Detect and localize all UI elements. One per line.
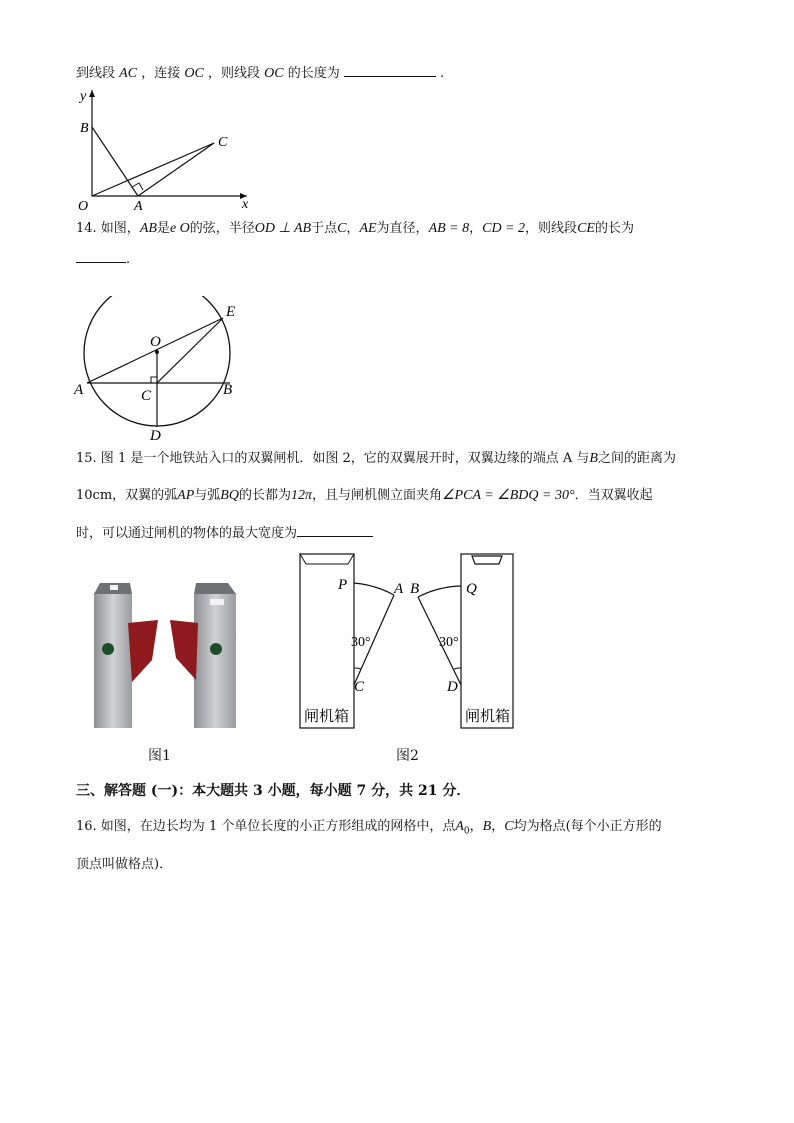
- label-e: E: [226, 304, 236, 320]
- q14-ce: CE: [577, 221, 595, 236]
- label-angle-right: 30°: [439, 635, 459, 650]
- label-y: y: [80, 89, 87, 104]
- q14-ab-eq: AB = 8: [428, 221, 470, 236]
- label-c: C: [141, 388, 152, 404]
- angle-arc-left: [354, 668, 361, 669]
- arc-qb: [418, 586, 461, 597]
- left-cabinet: [94, 594, 132, 728]
- q16-line1: [76, 818, 662, 841]
- y-axis-arrow: [89, 90, 95, 97]
- q14-t1: 是: [156, 221, 170, 236]
- q15-l2-len: 12π: [290, 488, 312, 503]
- fig15-gate-diagram: [296, 551, 520, 731]
- q14-c: C: [337, 221, 347, 236]
- label-q: Q: [466, 581, 477, 597]
- right-cabinet: [194, 594, 236, 728]
- q15-l1-b: B: [589, 451, 598, 466]
- right-arrow-icon: [210, 643, 222, 655]
- q15-l1-c: 之间的距离为: [597, 451, 676, 466]
- left-cabinet-indicator: [110, 585, 118, 590]
- label-o: O: [78, 199, 89, 214]
- q14-t4: ，: [346, 221, 360, 236]
- label-a: A: [394, 581, 404, 597]
- q15-l2-c: 的长都为: [238, 488, 291, 503]
- q16-a0: A: [455, 819, 464, 834]
- right-cabinet-top: [194, 583, 236, 594]
- q14-circle: e O: [169, 221, 190, 236]
- right-wing-flap: [170, 620, 198, 680]
- q13-line: [76, 64, 444, 83]
- q15-line3: [76, 524, 373, 543]
- q14-t7: ，则线段: [525, 221, 578, 236]
- label-a: A: [134, 199, 143, 214]
- label-b: B: [80, 121, 89, 136]
- q14-line2: [76, 250, 130, 269]
- caption-fig1: 图1: [148, 748, 171, 764]
- left-arrow-icon: [102, 643, 114, 655]
- label-d: D: [150, 428, 161, 444]
- q13-end: .: [439, 66, 445, 81]
- caption-fig2: 图2: [396, 748, 419, 764]
- diameter-ae: [87, 318, 223, 383]
- turnstile-photo: [82, 578, 257, 733]
- q16-l1-c: ，: [491, 819, 505, 834]
- q13-seg-oc: OC: [184, 66, 204, 81]
- q15-l2-d: ，且与闸机侧立面夹角: [311, 488, 442, 503]
- q14-t3: 于点: [311, 221, 338, 236]
- q15-l3: 时，可以通过闸机的物体的最大宽度为: [76, 526, 298, 541]
- arc-pa: [354, 583, 394, 595]
- label-x: x: [242, 197, 249, 212]
- label-a: A: [74, 382, 84, 398]
- right-box-top-trim: [472, 556, 502, 564]
- q13-answer-blank: [344, 64, 436, 77]
- q14-od-ab: OD ⊥ AB: [254, 221, 312, 236]
- q14-line1: [76, 220, 634, 238]
- label-b: B: [410, 581, 420, 597]
- q15-line1: [76, 450, 676, 468]
- q15-l1-a: 15. 图 1 是一个地铁站入口的双翼闸机．如图 2，它的双翼展开时，双翼边缘的端点 A 与: [76, 451, 590, 466]
- left-wing-flap: [128, 620, 158, 682]
- q15-l2-b: 与弧: [194, 488, 221, 503]
- label-box-left: 闸机箱: [304, 709, 350, 725]
- q13-prefix: 到线段: [76, 66, 116, 81]
- segment-ac: [138, 143, 214, 196]
- q14-answer-blank: [76, 250, 126, 263]
- q14-end: .: [126, 252, 131, 267]
- label-b: B: [223, 382, 233, 398]
- label-c: C: [218, 135, 228, 150]
- label-o: O: [150, 334, 161, 350]
- label-p: P: [338, 577, 348, 593]
- q13-suffix: 的长度为: [287, 66, 340, 81]
- segment-ce: [157, 318, 223, 383]
- label-box-right: 闸机箱: [465, 709, 511, 725]
- q16-l1-a: 16. 如图，在边长均为 1 个单位长度的小正方形组成的网格中，点: [76, 819, 456, 834]
- left-box-top-trim: [300, 554, 354, 564]
- q14-t8: 的长为: [594, 221, 634, 236]
- q13-seg-ac: AC: [119, 66, 138, 81]
- q13-mid1: ，连接: [141, 66, 181, 81]
- q14-cd-eq: CD = 2: [482, 221, 526, 236]
- section-heading: 三、解答题 (一)：本大题共 3 小题，每小题 7 分，共 21 分．: [76, 783, 471, 799]
- q15-answer-blank: [297, 524, 373, 537]
- q13-mid2: ，则线段: [207, 66, 260, 81]
- q16-b: B: [482, 819, 492, 834]
- q14-t6: ，: [469, 221, 483, 236]
- q15-line2: [76, 487, 653, 505]
- q14-ae: AE: [359, 221, 377, 236]
- q13-seg-oc2: OC: [264, 66, 284, 81]
- q14-num: 14. 如图，: [76, 221, 140, 236]
- q16-l1-b: ，: [469, 819, 483, 834]
- q16-c: C: [504, 819, 514, 834]
- center-dot: [155, 350, 159, 354]
- label-c: C: [354, 679, 365, 695]
- label-angle-left: 30°: [351, 635, 371, 650]
- q15-l2-e: ．当双翼收起: [574, 488, 653, 503]
- q15-l2-bq: BQ: [220, 488, 239, 503]
- q15-l2-angle: ∠PCA = ∠BDQ = 30°: [442, 488, 575, 503]
- right-angle-mark: [151, 377, 157, 383]
- segment-oc: [92, 143, 214, 196]
- q16-line2: 顶点叫做格点)．: [76, 857, 173, 872]
- fig13-coordinate-diagram: [72, 84, 262, 214]
- angle-arc-right: [454, 668, 461, 669]
- q16-l1-d: 均为格点(每个小正方形的: [513, 819, 662, 834]
- label-d: D: [447, 679, 458, 695]
- q14-t5: 为直径，: [376, 221, 429, 236]
- q15-l2-a: 10cm，双翼的弧: [76, 488, 178, 503]
- q16-a0-sub: 0: [463, 826, 470, 837]
- q15-l2-ap: AP: [177, 488, 195, 503]
- right-cabinet-indicator: [210, 599, 224, 605]
- fig14-circle-diagram: [70, 296, 250, 446]
- q14-ab: AB: [139, 221, 157, 236]
- q14-t2: 的弦，半径: [189, 221, 255, 236]
